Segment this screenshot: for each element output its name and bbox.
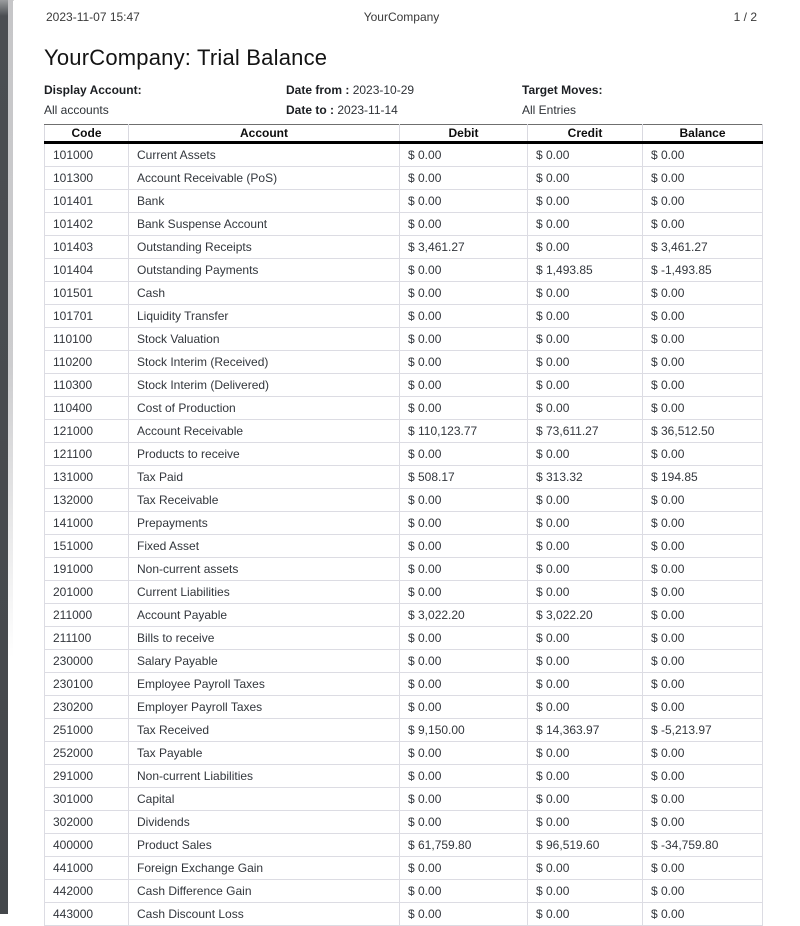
code-cell: 211100 (45, 627, 129, 650)
credit-cell: $ 0.00 (528, 282, 643, 305)
code-cell: 151000 (45, 535, 129, 558)
table-row (45, 811, 763, 834)
credit-cell: $ 0.00 (528, 512, 643, 535)
debit-cell: $ 0.00 (400, 857, 528, 880)
debit-cell: $ 3,461.27 (400, 236, 528, 259)
balance-cell: $ 0.00 (643, 443, 763, 466)
date-to-label: Date to : (286, 103, 334, 117)
account-cell: Cash Discount Loss (129, 903, 400, 926)
code-cell: 110100 (45, 328, 129, 351)
balance-cell: $ 0.00 (643, 857, 763, 880)
balance-cell: $ 0.00 (643, 765, 763, 788)
balance-cell: $ -34,759.80 (643, 834, 763, 857)
credit-cell: $ 0.00 (528, 213, 643, 236)
account-cell: Employer Payroll Taxes (129, 696, 400, 719)
balance-cell: $ 0.00 (643, 811, 763, 834)
account-cell: Outstanding Payments (129, 259, 400, 282)
debit-cell: $ 0.00 (400, 489, 528, 512)
table-row (45, 719, 763, 742)
code-cell: 301000 (45, 788, 129, 811)
debit-cell: $ 0.00 (400, 673, 528, 696)
debit-cell: $ 0.00 (400, 535, 528, 558)
debit-cell: $ 0.00 (400, 143, 528, 167)
credit-cell: $ 0.00 (528, 581, 643, 604)
code-cell: 101404 (45, 259, 129, 282)
account-cell: Non-current assets (129, 558, 400, 581)
code-cell: 251000 (45, 719, 129, 742)
credit-cell: $ 73,611.27 (528, 420, 643, 443)
code-cell: 110200 (45, 351, 129, 374)
credit-cell: $ 0.00 (528, 190, 643, 213)
table-row (45, 880, 763, 903)
account-cell: Tax Paid (129, 466, 400, 489)
balance-cell: $ 0.00 (643, 581, 763, 604)
credit-cell: $ 0.00 (528, 535, 643, 558)
debit-cell: $ 0.00 (400, 190, 528, 213)
date-from-value: 2023-10-29 (352, 83, 415, 97)
debit-cell: $ 0.00 (400, 880, 528, 903)
balance-cell: $ 0.00 (643, 558, 763, 581)
col-header-account: Account (129, 125, 400, 143)
table-row (45, 305, 763, 328)
credit-cell: $ 0.00 (528, 489, 643, 512)
debit-cell: $ 0.00 (400, 443, 528, 466)
account-cell: Tax Received (129, 719, 400, 742)
code-cell: 131000 (45, 466, 129, 489)
debit-cell: $ 110,123.77 (400, 420, 528, 443)
table-row (45, 167, 763, 190)
table-row (45, 328, 763, 351)
debit-cell: $ 0.00 (400, 558, 528, 581)
table-row (45, 236, 763, 259)
account-cell: Account Receivable (129, 420, 400, 443)
table-row (45, 604, 763, 627)
credit-cell: $ 14,363.97 (528, 719, 643, 742)
credit-cell: $ 0.00 (528, 627, 643, 650)
code-cell: 101403 (45, 236, 129, 259)
col-header-debit: Debit (400, 125, 528, 143)
debit-cell: $ 0.00 (400, 903, 528, 926)
code-cell: 101501 (45, 282, 129, 305)
code-cell: 302000 (45, 811, 129, 834)
debit-cell: $ 0.00 (400, 328, 528, 351)
code-cell: 443000 (45, 903, 129, 926)
table-row (45, 742, 763, 765)
account-cell: Bills to receive (129, 627, 400, 650)
balance-cell: $ 0.00 (643, 397, 763, 420)
debit-cell: $ 0.00 (400, 627, 528, 650)
credit-cell: $ 0.00 (528, 857, 643, 880)
credit-cell: $ 0.00 (528, 397, 643, 420)
table-row (45, 512, 763, 535)
balance-cell: $ 0.00 (643, 374, 763, 397)
page-number: 1 / 2 (733, 10, 758, 24)
code-cell: 121100 (45, 443, 129, 466)
code-cell: 230200 (45, 696, 129, 719)
account-cell: Prepayments (129, 512, 400, 535)
debit-cell: $ 0.00 (400, 650, 528, 673)
col-header-balance: Balance (643, 125, 763, 143)
debit-cell: $ 61,759.80 (400, 834, 528, 857)
code-cell: 141000 (45, 512, 129, 535)
table-row (45, 466, 763, 489)
balance-cell: $ 0.00 (643, 880, 763, 903)
code-cell: 400000 (45, 834, 129, 857)
debit-cell: $ 0.00 (400, 305, 528, 328)
table-row (45, 374, 763, 397)
target-moves-label: Target Moves: (522, 83, 603, 97)
balance-cell: $ 0.00 (643, 213, 763, 236)
account-cell: Dividends (129, 811, 400, 834)
code-cell: 252000 (45, 742, 129, 765)
balance-cell: $ 0.00 (643, 328, 763, 351)
credit-cell: $ 1,493.85 (528, 259, 643, 282)
balance-cell: $ 0.00 (643, 167, 763, 190)
account-cell: Bank (129, 190, 400, 213)
table-row (45, 903, 763, 926)
account-cell: Cash (129, 282, 400, 305)
account-cell: Cash Difference Gain (129, 880, 400, 903)
balance-cell: $ 0.00 (643, 351, 763, 374)
table-row (45, 443, 763, 466)
balance-cell: $ 0.00 (643, 903, 763, 926)
date-from-label: Date from : (286, 83, 350, 97)
balance-cell: $ 3,461.27 (643, 236, 763, 259)
credit-cell: $ 0.00 (528, 558, 643, 581)
code-cell: 101701 (45, 305, 129, 328)
balance-cell: $ 0.00 (643, 742, 763, 765)
col-header-code: Code (45, 125, 129, 143)
balance-cell: $ 194.85 (643, 466, 763, 489)
print-datetime: 2023-11-07 15:47 (46, 10, 140, 24)
credit-cell: $ 0.00 (528, 880, 643, 903)
account-cell: Tax Payable (129, 742, 400, 765)
table-row (45, 558, 763, 581)
debit-cell: $ 0.00 (400, 788, 528, 811)
account-cell: Account Payable (129, 604, 400, 627)
debit-cell: $ 0.00 (400, 512, 528, 535)
table-header (45, 125, 763, 143)
date-to (286, 100, 522, 120)
code-cell: 191000 (45, 558, 129, 581)
target-moves-value: All Entries (522, 103, 577, 117)
code-cell: 110400 (45, 397, 129, 420)
credit-cell: $ 0.00 (528, 143, 643, 167)
table-row (45, 397, 763, 420)
account-cell: Cost of Production (129, 397, 400, 420)
display-account-value: All accounts (44, 103, 109, 117)
date-from (286, 80, 522, 100)
table-row (45, 581, 763, 604)
table-body (45, 143, 763, 926)
account-cell: Tax Receivable (129, 489, 400, 512)
debit-cell: $ 0.00 (400, 282, 528, 305)
display-account-label: Display Account: (44, 83, 142, 97)
balance-cell: $ 0.00 (643, 604, 763, 627)
account-cell: Current Assets (129, 143, 400, 167)
balance-cell: $ 0.00 (643, 696, 763, 719)
account-cell: Outstanding Receipts (129, 236, 400, 259)
table-row (45, 696, 763, 719)
balance-cell: $ 0.00 (643, 673, 763, 696)
table-row (45, 834, 763, 857)
balance-cell: $ 0.00 (643, 489, 763, 512)
account-cell: Stock Interim (Delivered) (129, 374, 400, 397)
table-row (45, 351, 763, 374)
table-row (45, 489, 763, 512)
code-cell: 442000 (45, 880, 129, 903)
account-cell: Products to receive (129, 443, 400, 466)
credit-cell: $ 96,519.60 (528, 834, 643, 857)
credit-cell: $ 0.00 (528, 903, 643, 926)
balance-cell: $ -1,493.85 (643, 259, 763, 282)
credit-cell: $ 0.00 (528, 742, 643, 765)
balance-cell: $ 0.00 (643, 305, 763, 328)
balance-cell: $ 0.00 (643, 627, 763, 650)
credit-cell: $ 0.00 (528, 443, 643, 466)
credit-cell: $ 0.00 (528, 305, 643, 328)
code-cell: 230000 (45, 650, 129, 673)
account-cell: Salary Payable (129, 650, 400, 673)
credit-cell: $ 0.00 (528, 696, 643, 719)
viewer-scrollbar[interactable] (0, 0, 8, 914)
code-cell: 201000 (45, 581, 129, 604)
debit-cell: $ 0.00 (400, 374, 528, 397)
code-cell: 101401 (45, 190, 129, 213)
viewer-gutter (8, 0, 13, 914)
debit-cell: $ 0.00 (400, 581, 528, 604)
code-cell: 101402 (45, 213, 129, 236)
code-cell: 441000 (45, 857, 129, 880)
code-cell: 132000 (45, 489, 129, 512)
table-row (45, 857, 763, 880)
account-cell: Fixed Asset (129, 535, 400, 558)
account-cell: Bank Suspense Account (129, 213, 400, 236)
credit-cell: $ 0.00 (528, 236, 643, 259)
debit-cell: $ 9,150.00 (400, 719, 528, 742)
credit-cell: $ 0.00 (528, 351, 643, 374)
debit-cell: $ 3,022.20 (400, 604, 528, 627)
account-cell: Account Receivable (PoS) (129, 167, 400, 190)
balance-cell: $ 36,512.50 (643, 420, 763, 443)
account-cell: Employee Payroll Taxes (129, 673, 400, 696)
credit-cell: $ 0.00 (528, 673, 643, 696)
filters-block (44, 80, 762, 120)
account-cell: Stock Valuation (129, 328, 400, 351)
debit-cell: $ 508.17 (400, 466, 528, 489)
debit-cell: $ 0.00 (400, 259, 528, 282)
balance-cell: $ 0.00 (643, 788, 763, 811)
table-row (45, 650, 763, 673)
account-cell: Current Liabilities (129, 581, 400, 604)
debit-cell: $ 0.00 (400, 397, 528, 420)
balance-cell: $ 0.00 (643, 282, 763, 305)
balance-cell: $ 0.00 (643, 143, 763, 167)
table-row (45, 420, 763, 443)
code-cell: 121000 (45, 420, 129, 443)
debit-cell: $ 0.00 (400, 351, 528, 374)
date-to-value: 2023-11-14 (337, 103, 398, 117)
account-cell: Capital (129, 788, 400, 811)
trial-balance-table (44, 124, 763, 926)
credit-cell: $ 0.00 (528, 765, 643, 788)
report-title: YourCompany: Trial Balance (44, 45, 328, 70)
account-cell: Stock Interim (Received) (129, 351, 400, 374)
credit-cell: $ 3,022.20 (528, 604, 643, 627)
balance-cell: $ 0.00 (643, 650, 763, 673)
debit-cell: $ 0.00 (400, 742, 528, 765)
balance-cell: $ 0.00 (643, 535, 763, 558)
credit-cell: $ 0.00 (528, 811, 643, 834)
table-row (45, 190, 763, 213)
credit-cell: $ 313.32 (528, 466, 643, 489)
code-cell: 110300 (45, 374, 129, 397)
table-row (45, 627, 763, 650)
debit-cell: $ 0.00 (400, 696, 528, 719)
code-cell: 211000 (45, 604, 129, 627)
debit-cell: $ 0.00 (400, 213, 528, 236)
credit-cell: $ 0.00 (528, 167, 643, 190)
table-row (45, 143, 763, 167)
table-row (45, 213, 763, 236)
table-row (45, 765, 763, 788)
account-cell: Liquidity Transfer (129, 305, 400, 328)
balance-cell: $ 0.00 (643, 190, 763, 213)
account-cell: Foreign Exchange Gain (129, 857, 400, 880)
table-row (45, 673, 763, 696)
code-cell: 101000 (45, 143, 129, 167)
table-row (45, 259, 763, 282)
code-cell: 230100 (45, 673, 129, 696)
balance-cell: $ -5,213.97 (643, 719, 763, 742)
code-cell: 291000 (45, 765, 129, 788)
credit-cell: $ 0.00 (528, 328, 643, 351)
table-row (45, 788, 763, 811)
col-header-credit: Credit (528, 125, 643, 143)
report-page (14, 0, 800, 921)
credit-cell: $ 0.00 (528, 374, 643, 397)
debit-cell: $ 0.00 (400, 765, 528, 788)
account-cell: Product Sales (129, 834, 400, 857)
debit-cell: $ 0.00 (400, 167, 528, 190)
code-cell: 101300 (45, 167, 129, 190)
company-name: YourCompany (363, 10, 440, 24)
table-row (45, 535, 763, 558)
credit-cell: $ 0.00 (528, 650, 643, 673)
credit-cell: $ 0.00 (528, 788, 643, 811)
account-cell: Non-current Liabilities (129, 765, 400, 788)
table-row (45, 282, 763, 305)
debit-cell: $ 0.00 (400, 811, 528, 834)
page-header (14, 0, 800, 24)
balance-cell: $ 0.00 (643, 512, 763, 535)
